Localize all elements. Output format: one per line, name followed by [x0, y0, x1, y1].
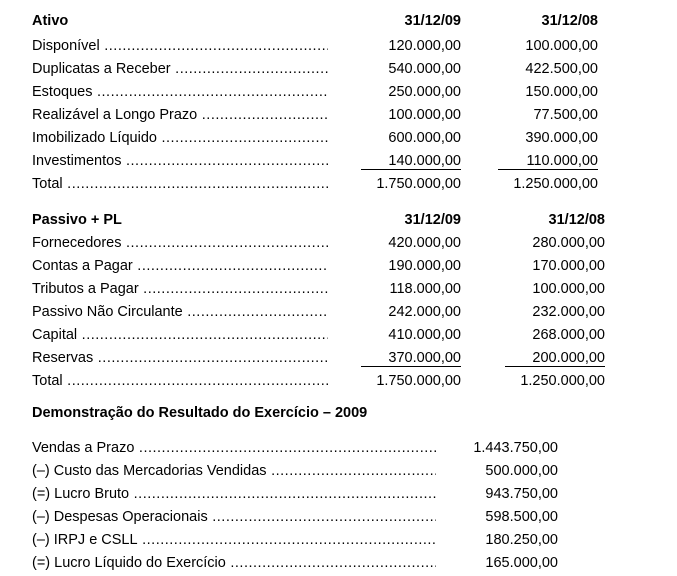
passivo-row-label: Passivo Não Circulante .....	[32, 304, 328, 320]
passivo-total-2009: 1.750.000,00	[376, 373, 461, 389]
dre-row-value: 943.750,00	[485, 486, 558, 502]
dre-row-label: (=) Lucro Bruto .....	[32, 486, 436, 502]
passivo-row-value-2009: 242.000,00	[388, 304, 461, 320]
passivo-row-label: Tributos a Pagar .....	[32, 281, 328, 297]
dre-row-label: Vendas a Prazo .....	[32, 440, 436, 456]
dre-row-value: 500.000,00	[485, 463, 558, 479]
ativo-row-value-2008: 100.000,00	[525, 38, 598, 54]
ativo-col1-header: 31/12/09	[404, 13, 461, 29]
passivo-row-value-2009: 370.000,00	[361, 350, 461, 367]
ativo-row-value-2009: 120.000,00	[388, 38, 461, 54]
dre-row-label: (=) Lucro Líquido do Exercício .....	[32, 555, 436, 571]
dre-row-label: (–) Custo das Mercadorias Vendidas .....	[32, 463, 436, 479]
dre-row-label: (–) IRPJ e CSLL .....	[32, 532, 436, 548]
ativo-row-value-2008: 422.500,00	[525, 61, 598, 77]
dre-title: Demonstração do Resultado do Exercício – 2009	[32, 405, 368, 421]
ativo-row-value-2008: 150.000,00	[525, 84, 598, 100]
passivo-row-label: Contas a Pagar .....	[32, 258, 328, 274]
ativo-row-value-2009: 250.000,00	[388, 84, 461, 100]
dre-row-value: 598.500,00	[485, 509, 558, 525]
ativo-row-value-2008: 77.500,00	[533, 107, 598, 123]
dre-row-value: 165.000,00	[485, 555, 558, 571]
passivo-row-value-2008: 232.000,00	[532, 304, 605, 320]
ativo-row-value-2008: 110.000,00	[498, 153, 598, 170]
passivo-row-value-2008: 200.000,00	[505, 350, 605, 367]
passivo-row-value-2008: 100.000,00	[532, 281, 605, 297]
passivo-row-value-2008: 170.000,00	[532, 258, 605, 274]
ativo-row-value-2008: 390.000,00	[525, 130, 598, 146]
passivo-row-value-2009: 190.000,00	[388, 258, 461, 274]
passivo-header: Passivo + PL	[32, 212, 122, 228]
ativo-total-2009: 1.750.000,00	[376, 176, 461, 192]
ativo-row-label: Imobilizado Líquido .....	[32, 130, 328, 146]
ativo-total-2008: 1.250.000,00	[513, 176, 598, 192]
passivo-col2-header: 31/12/08	[548, 212, 605, 228]
passivo-row-label: Fornecedores .....	[32, 235, 328, 251]
passivo-total-2008: 1.250.000,00	[520, 373, 605, 389]
ativo-col2-header: 31/12/08	[541, 13, 598, 29]
passivo-row-label: Capital .....	[32, 327, 328, 343]
passivo-total-label: Total .....	[32, 373, 328, 389]
ativo-total-label: Total .....	[32, 176, 328, 192]
passivo-row-value-2008: 280.000,00	[532, 235, 605, 251]
ativo-row-value-2009: 140.000,00	[361, 153, 461, 170]
passivo-row-value-2008: 268.000,00	[532, 327, 605, 343]
passivo-row-value-2009: 420.000,00	[388, 235, 461, 251]
ativo-row-label: Investimentos .....	[32, 153, 328, 169]
ativo-row-label: Estoques .....	[32, 84, 328, 100]
passivo-col1-header: 31/12/09	[404, 212, 461, 228]
ativo-row-value-2009: 100.000,00	[388, 107, 461, 123]
ativo-row-label: Realizável a Longo Prazo .....	[32, 107, 328, 123]
ativo-row-label: Duplicatas a Receber .....	[32, 61, 328, 77]
passivo-row-value-2009: 410.000,00	[388, 327, 461, 343]
dre-row-value: 1.443.750,00	[473, 440, 558, 456]
ativo-header: Ativo	[32, 13, 69, 29]
ativo-row-label: Disponível .....	[32, 38, 328, 54]
dre-row-label: (–) Despesas Operacionais .....	[32, 509, 436, 525]
ativo-row-value-2009: 540.000,00	[388, 61, 461, 77]
ativo-row-value-2009: 600.000,00	[388, 130, 461, 146]
dre-row-value: 180.250,00	[485, 532, 558, 548]
passivo-row-label: Reservas .....	[32, 350, 328, 366]
passivo-row-value-2009: 118.000,00	[389, 281, 461, 297]
